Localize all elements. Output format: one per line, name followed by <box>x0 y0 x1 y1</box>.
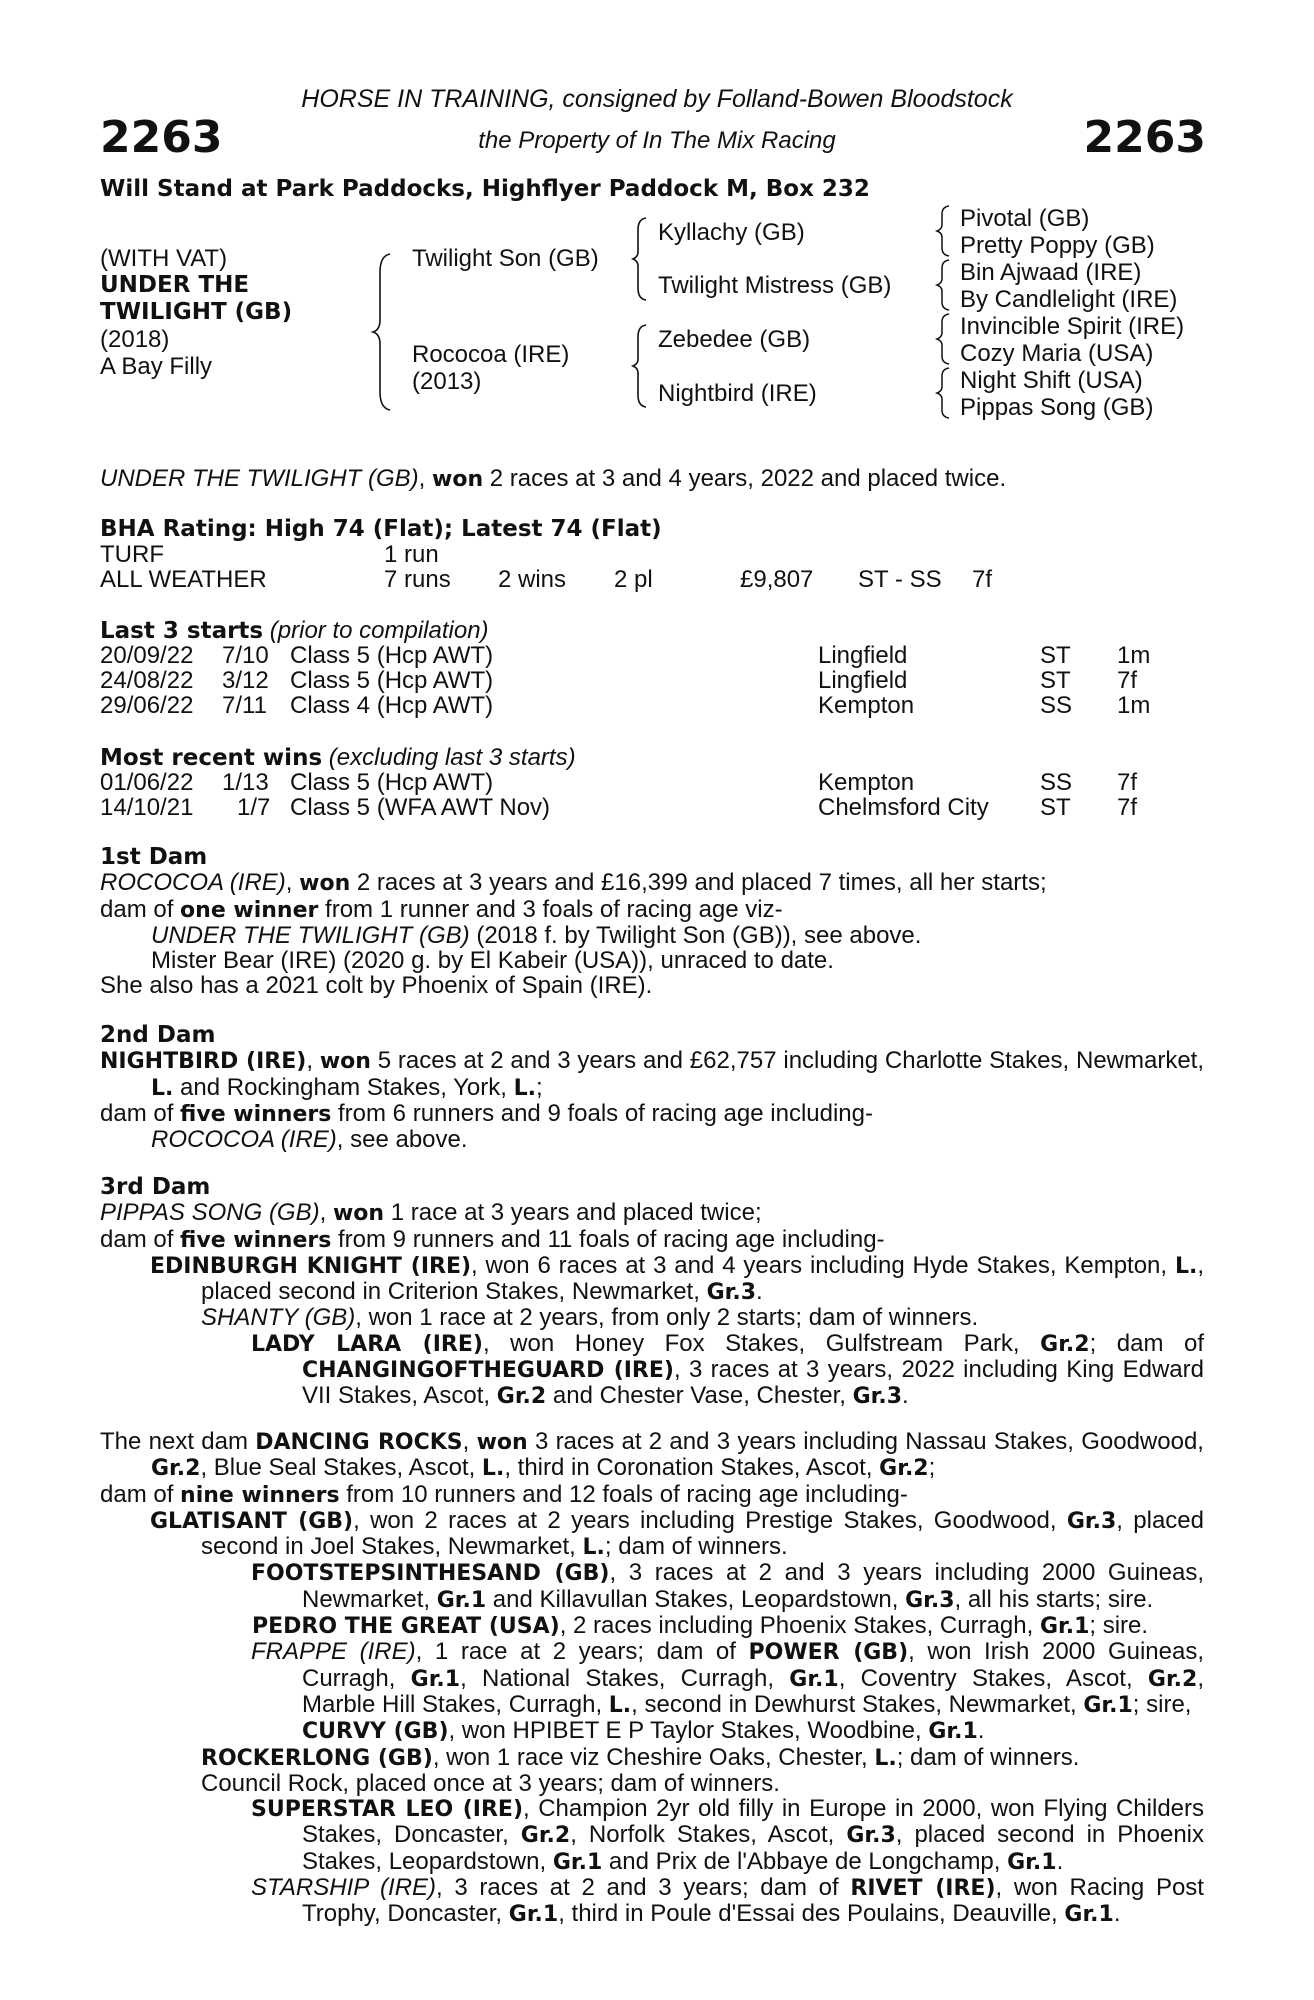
produce-name: PEDRO THE GREAT (USA) <box>252 1614 560 1640</box>
start-going: ST <box>1040 642 1071 669</box>
pedigree-brace-main <box>370 252 394 412</box>
next-dam-record-2: , Blue Seal Stakes, Ascot, <box>200 1454 482 1482</box>
listed-label: L. <box>582 1535 605 1561</box>
pedigree-brace-sire <box>630 216 650 302</box>
produce-record-2: and Chester Vase, Chester, <box>546 1382 853 1410</box>
start-going: ST <box>1040 667 1071 694</box>
win-distance: 7f <box>1117 769 1138 796</box>
second-dam-line1: NIGHTBIRD (IRE), won 5 races at 2 and 3 years and £62,757 including Charlotte Stakes, Newmarket, L. and Rockingham Stakes, York, L.; <box>100 1047 1205 1101</box>
pedigree-g3-8: Pippas Song (GB) <box>960 394 1154 421</box>
produce-record-3: , Coventry Stakes, Ascot, <box>838 1664 1148 1692</box>
edinburgh-knight-entry <box>100 1253 1204 1306</box>
start-date: 24/08/22 <box>100 667 194 694</box>
punct: . <box>1113 1900 1121 1928</box>
starship-entry <box>100 1875 1204 1928</box>
dam-of-label: ; dam of <box>1089 1329 1205 1357</box>
produce-record-2: , placed second in Joel Stakes, Newmarket, <box>201 1506 1204 1561</box>
first-dam-line3 <box>100 923 1204 948</box>
produce-record-2: ; sire. <box>1089 1612 1149 1640</box>
listed-label: L. <box>151 1075 174 1101</box>
third-dam-title: 3rd Dam <box>100 1174 211 1200</box>
council-rock-entry: Council Rock, placed once at 3 years; dam of winners. <box>201 1769 780 1797</box>
produce-name: ROCKERLONG (GB) <box>201 1745 433 1771</box>
produce-record-2: and Killavullan Stakes, Leopardstown, <box>486 1585 906 1613</box>
group-label: Gr.3 <box>706 1280 756 1306</box>
dam-of-label: dam of <box>100 895 181 923</box>
group-label: Gr.3 <box>1066 1508 1117 1534</box>
produce-record-3: , all his starts; sire. <box>954 1585 1154 1613</box>
produce-record-2: , Norfolk Stakes, Ascot, <box>570 1821 847 1849</box>
win-position: 1/13 <box>222 769 269 796</box>
next-dam-name: DANCING ROCKS <box>255 1430 463 1455</box>
location-line: Will Stand at Park Paddocks, Highflyer Paddock M, Box 232 <box>100 176 870 202</box>
winners-count: five winners <box>180 1227 332 1253</box>
consignment-line: HORSE IN TRAINING, consigned by Folland-Bowen Bloodstock <box>301 85 1013 113</box>
second-dam-section <box>100 1023 1204 1152</box>
pedigree-g3-1: Pivotal (GB) <box>960 205 1090 232</box>
last3-heading <box>100 617 489 645</box>
group-label: Gr.2 <box>1040 1331 1090 1357</box>
pedro-the-great-entry <box>100 1613 1204 1639</box>
first-dam-title: 1st Dam <box>100 844 208 870</box>
pedigree-dam-dam: Nightbird (IRE) <box>658 380 817 407</box>
footstepsinthesand-entry <box>100 1560 1204 1613</box>
rockerlong-entry <box>100 1745 1204 1771</box>
last3-note: (prior to compilation) <box>263 617 489 644</box>
produce-record-3: ; dam of winners. <box>604 1533 788 1561</box>
win-distance: 7f <box>1117 794 1138 821</box>
group-label: Gr.3 <box>905 1587 955 1613</box>
lot-number-right: 2263 <box>1083 112 1206 163</box>
foals-text: from 6 runners and 9 foals of racing age including- <box>331 1099 873 1127</box>
produce-name: LADY LARA (IRE) <box>251 1331 483 1357</box>
dam-of-label: dam of <box>100 1480 181 1508</box>
won-label: won <box>299 871 351 897</box>
produce-record-4: and Prix de l'Abbaye de Longchamp, <box>602 1847 1008 1875</box>
recent-wins-note: (excluding last 3 starts) <box>322 744 576 771</box>
start-race: Class 4 (Hcp AWT) <box>290 692 494 719</box>
glatisant-entry <box>100 1508 1204 1561</box>
pedigree-dam-sire: Zebedee (GB) <box>658 326 811 353</box>
group-label: Gr.1 <box>1007 1849 1057 1875</box>
produce-record-3: , placed second in Phoenix Stakes, Leopardstown, <box>302 1821 1204 1875</box>
produce-record: , Champion 2yr old filly in Europe in 2000, won Flying Childers Stakes, Doncaster, <box>302 1795 1205 1849</box>
listed-label: L. <box>1174 1253 1198 1279</box>
produce-details: , see above. <box>336 1126 468 1154</box>
won-label: won <box>319 1049 371 1075</box>
start-distance: 7f <box>1117 667 1138 694</box>
punct: ; <box>535 1073 543 1101</box>
start-race: Class 5 (Hcp AWT) <box>290 642 494 669</box>
foals-text: from 10 runners and 12 foals of racing age including- <box>339 1480 908 1508</box>
curvy-entry <box>100 1718 1204 1744</box>
pedigree-g3-2: Pretty Poppy (GB) <box>960 232 1155 259</box>
dam-of-label: dam of <box>100 1099 181 1127</box>
winners-count: nine winners <box>180 1482 340 1508</box>
turf-label: TURF <box>100 541 164 568</box>
race-summary: UNDER THE TWILIGHT (GB), won 2 races at 3 and 4 years, 2022 and placed twice. <box>100 465 1007 492</box>
group-label: Gr.2 <box>879 1456 929 1482</box>
first-dam-line4: Mister Bear (IRE) (2020 g. by El Kabeir (USA)), unraced to date. <box>151 947 834 975</box>
next-dam-label: The next dam <box>100 1428 256 1455</box>
produce-record: , won 6 races at 3 and 4 years including Hyde Stakes, Kempton, <box>471 1251 1175 1279</box>
first-dam-line5: She also has a 2021 colt by Phoenix of Spain (IRE). <box>100 972 653 1000</box>
pedigree-g3-4: By Candlelight (IRE) <box>960 286 1178 313</box>
produce-record: , won 2 races at 2 years including Prestige Stakes, Goodwood, <box>353 1506 1067 1534</box>
produce-record-4: , Marble Hill Stakes, Curragh, <box>302 1664 1204 1718</box>
all-weather-wins: 2 wins <box>498 566 567 593</box>
produce-name: EDINBURGH KNIGHT (IRE) <box>150 1253 472 1279</box>
third-dam-line2 <box>100 1227 1204 1253</box>
group-label: Gr.2 <box>1147 1666 1198 1692</box>
listed-label: L. <box>874 1745 897 1771</box>
pedigree-sire: Twilight Son (GB) <box>412 245 599 272</box>
listed-label: L. <box>481 1456 505 1482</box>
produce-record: , 1 race at 2 years; dam of <box>415 1638 749 1666</box>
produce-record-6: ; sire, <box>1132 1690 1192 1718</box>
produce-record-2: ; dam of winners. <box>896 1743 1080 1771</box>
second-dam-title: 2nd Dam <box>100 1022 216 1048</box>
start-going: SS <box>1040 692 1073 719</box>
produce-name: SUPERSTAR LEO (IRE) <box>251 1797 524 1823</box>
group-label: Gr.2 <box>151 1456 201 1482</box>
produce-record-5: , second in Dewhurst Stakes, Newmarket, <box>631 1690 1084 1718</box>
dam-of-label: dam of <box>100 1225 181 1253</box>
group-label: Gr.1 <box>928 1719 978 1745</box>
next-dam-line1: The next dam DANCING ROCKS, won 3 races at 2 and 3 years including Nassau Stakes, Goodwood, Gr.2, Blue Seal Stakes, Ascot, L., third in Coronation Stakes, Ascot, Gr.2; <box>100 1428 1204 1482</box>
group-label: Gr.2 <box>520 1823 571 1849</box>
all-weather-runs: 7 runs <box>384 566 451 593</box>
group-label: Gr.1 <box>508 1902 559 1928</box>
next-dam-line2 <box>100 1482 1204 1508</box>
produce-name: STARSHIP (IRE) <box>251 1874 437 1902</box>
second-dam-name: NIGHTBIRD (IRE) <box>100 1049 307 1075</box>
bha-rating-title: BHA Rating: High 74 (Flat); Latest 74 (Flat) <box>100 516 662 542</box>
third-dam-section <box>100 1175 1204 1410</box>
first-dam-section <box>100 845 1204 999</box>
horse-name-line2: TWILIGHT (GB) <box>100 299 293 325</box>
pedigree-brace-g3-3 <box>935 312 953 366</box>
produce-name: GLATISANT (GB) <box>150 1508 354 1534</box>
second-dam-record: 5 races at 2 and 3 years and £62,757 including Charlotte Stakes, Newmarket, <box>370 1047 1205 1075</box>
frappe-entry <box>100 1639 1204 1718</box>
produce-name: RIVET (IRE) <box>850 1876 996 1902</box>
all-weather-going: ST - SS <box>858 566 942 593</box>
superstar-leo-entry <box>100 1796 1204 1875</box>
group-label: Gr.1 <box>1083 1692 1133 1718</box>
second-dam-record-2: and Rockingham Stakes, York, <box>173 1073 514 1101</box>
first-dam-record: 2 races at 3 years and £16,399 and placed 7 times, all her starts; <box>350 869 1047 897</box>
produce-record: , 3 races at 2 and 3 years; dam of <box>436 1874 851 1902</box>
horse-description: A Bay Filly <box>100 353 213 380</box>
produce-name: FOOTSTEPSINTHESAND (GB) <box>251 1561 610 1587</box>
second-dam-line3 <box>100 1127 1204 1152</box>
group-label: Gr.1 <box>789 1666 839 1692</box>
produce-details: (2018 f. by Twilight Son (GB)), see above. <box>469 921 922 949</box>
vat-note: (WITH VAT) <box>100 245 228 272</box>
produce-name: ROCOCOA (IRE) <box>151 1126 337 1154</box>
start-course: Lingfield <box>818 667 908 694</box>
third-dam-record: 1 race at 3 years and placed twice; <box>384 1199 762 1227</box>
produce-name: SHANTY (GB) <box>201 1304 356 1332</box>
pedigree-brace-g3-1 <box>935 204 953 258</box>
start-date: 20/09/22 <box>100 642 194 669</box>
listed-label: L. <box>513 1075 536 1101</box>
pedigree-g3-5: Invincible Spirit (IRE) <box>960 313 1185 340</box>
produce-record: , 3 races at 2 and 3 years including 2000 Guineas, Newmarket, <box>302 1559 1204 1613</box>
first-dam-line2 <box>100 897 1204 923</box>
win-date: 14/10/21 <box>100 794 194 821</box>
horse-year: (2018) <box>100 326 170 353</box>
horse-name-line1: UNDER THE <box>100 272 250 298</box>
punct: . <box>1056 1847 1064 1875</box>
produce-name: CHANGINGOFTHEGUARD (IRE) <box>302 1358 674 1384</box>
start-distance: 1m <box>1117 692 1151 719</box>
group-label: Gr.1 <box>410 1666 461 1692</box>
produce-record: , won Racing Post Trophy, Doncaster, <box>302 1874 1204 1928</box>
produce-name: FRAPPE (IRE) <box>251 1638 416 1666</box>
pedigree-brace-dam <box>630 323 650 409</box>
group-label: Gr.1 <box>552 1849 603 1875</box>
foals-text: from 1 runner and 3 foals of racing age viz- <box>318 895 783 923</box>
win-course: Chelmsford City <box>818 794 989 821</box>
start-date: 29/06/22 <box>100 692 194 719</box>
pedigree-brace-g3-2 <box>935 258 953 312</box>
all-weather-prize: £9,807 <box>740 566 814 593</box>
group-label: Gr.2 <box>496 1384 547 1410</box>
summary-horse-name: UNDER THE TWILIGHT (GB) <box>100 465 419 492</box>
last3-title: Last 3 starts <box>100 618 264 644</box>
win-race: Class 5 (Hcp AWT) <box>290 769 494 796</box>
punct: . <box>756 1278 763 1306</box>
lot-number-left: 2263 <box>100 112 223 163</box>
start-course: Lingfield <box>818 642 908 669</box>
group-label: Gr.3 <box>852 1384 903 1410</box>
foals-text: from 9 runners and 11 foals of racing age including- <box>331 1225 885 1253</box>
winners-count: one winner <box>180 897 319 923</box>
produce-record-2: , National Stakes, Curragh, <box>460 1664 790 1692</box>
third-dam-line1: PIPPAS SONG (GB), won 1 race at 3 years and placed twice; <box>100 1199 762 1227</box>
all-weather-distance: 7f <box>972 566 993 593</box>
start-race: Class 5 (Hcp AWT) <box>290 667 494 694</box>
produce-record: , 2 races including Phoenix Stakes, Curragh, <box>559 1612 1040 1640</box>
all-weather-placed: 2 pl <box>614 566 653 593</box>
pedigree-sire-sire: Kyllachy (GB) <box>658 219 805 246</box>
won-label: won <box>476 1430 528 1455</box>
produce-name: UNDER THE TWILIGHT (GB) <box>151 921 470 949</box>
start-course: Kempton <box>818 692 915 719</box>
produce-record: , won 1 race at 2 years, from only 2 starts; dam of winners. <box>355 1304 979 1332</box>
produce-record: , won Irish 2000 Guineas, Curragh, <box>302 1638 1205 1692</box>
punct: . <box>902 1382 909 1410</box>
start-position: 7/10 <box>222 642 269 669</box>
win-going: ST <box>1040 794 1071 821</box>
property-line: the Property of In The Mix Racing <box>478 127 836 154</box>
summary-won: won <box>432 467 484 492</box>
start-position: 7/11 <box>222 692 267 719</box>
produce-record: , won 1 race viz Cheshire Oaks, Chester, <box>432 1743 875 1771</box>
start-position: 3/12 <box>222 667 269 694</box>
win-going: SS <box>1040 769 1073 796</box>
pedigree-sire-dam: Twilight Mistress (GB) <box>658 272 892 299</box>
winners-count: five winners <box>180 1101 332 1127</box>
first-dam-name: ROCOCOA (IRE) <box>100 869 286 897</box>
listed-label: L. <box>608 1692 632 1718</box>
start-distance: 1m <box>1117 642 1151 669</box>
third-dam-name: PIPPAS SONG (GB) <box>100 1199 320 1227</box>
produce-name: POWER (GB) <box>748 1640 909 1666</box>
produce-record: , won HPIBET E P Taylor Stakes, Woodbine, <box>448 1717 929 1745</box>
group-label: Gr.3 <box>846 1823 896 1849</box>
pedigree-dam-year: (2013) <box>412 368 482 395</box>
punct: ; <box>928 1454 936 1482</box>
turf-runs: 1 run <box>384 541 439 568</box>
win-course: Kempton <box>818 769 915 796</box>
pedigree-dam: Rococoa (IRE) <box>412 341 570 368</box>
pedigree-g3-7: Night Shift (USA) <box>960 367 1143 394</box>
won-label: won <box>332 1201 385 1227</box>
next-dam-record-3: , third in Coronation Stakes, Ascot, <box>504 1454 880 1482</box>
pedigree-brace-g3-4 <box>935 366 953 420</box>
pedigree-g3-3: Bin Ajwaad (IRE) <box>960 259 1142 286</box>
recent-wins-heading <box>100 744 576 772</box>
group-label: Gr.1 <box>1039 1614 1090 1640</box>
win-date: 01/06/22 <box>100 769 194 796</box>
produce-record: , 3 races at 3 years, 2022 including King Edward VII Stakes, Ascot, <box>302 1356 1204 1410</box>
summary-text: 2 races at 3 and 4 years, 2022 and placed twice. <box>483 465 1007 492</box>
all-weather-label: ALL WEATHER <box>100 566 267 593</box>
first-dam-line1: ROCOCOA (IRE), won 2 races at 3 years and £16,399 and placed 7 times, all her starts; <box>100 869 1047 897</box>
group-label: Gr.1 <box>1064 1902 1114 1928</box>
next-dam-section <box>100 1429 1204 1928</box>
produce-name: CURVY (GB) <box>302 1719 449 1745</box>
shanty-entry <box>100 1305 1204 1330</box>
win-race: Class 5 (WFA AWT Nov) <box>290 794 551 821</box>
win-position: 1/7 <box>237 794 271 821</box>
produce-record: , won Honey Fox Stakes, Gulfstream Park, <box>482 1329 1041 1357</box>
produce-record-2: , third in Poule d'Essai des Poulains, Deauville, <box>558 1900 1065 1928</box>
recent-wins-title: Most recent wins <box>100 745 323 771</box>
pedigree-g3-6: Cozy Maria (USA) <box>960 340 1154 367</box>
lady-lara-entry <box>100 1331 1204 1410</box>
group-label: Gr.1 <box>436 1587 487 1613</box>
second-dam-line2 <box>100 1101 1204 1127</box>
punct: . <box>977 1717 985 1745</box>
produce-record-2: , placed second in Criterion Stakes, Newmarket, <box>201 1251 1204 1306</box>
next-dam-record: 3 races at 2 and 3 years including Nassau Stakes, Goodwood, <box>527 1428 1204 1455</box>
